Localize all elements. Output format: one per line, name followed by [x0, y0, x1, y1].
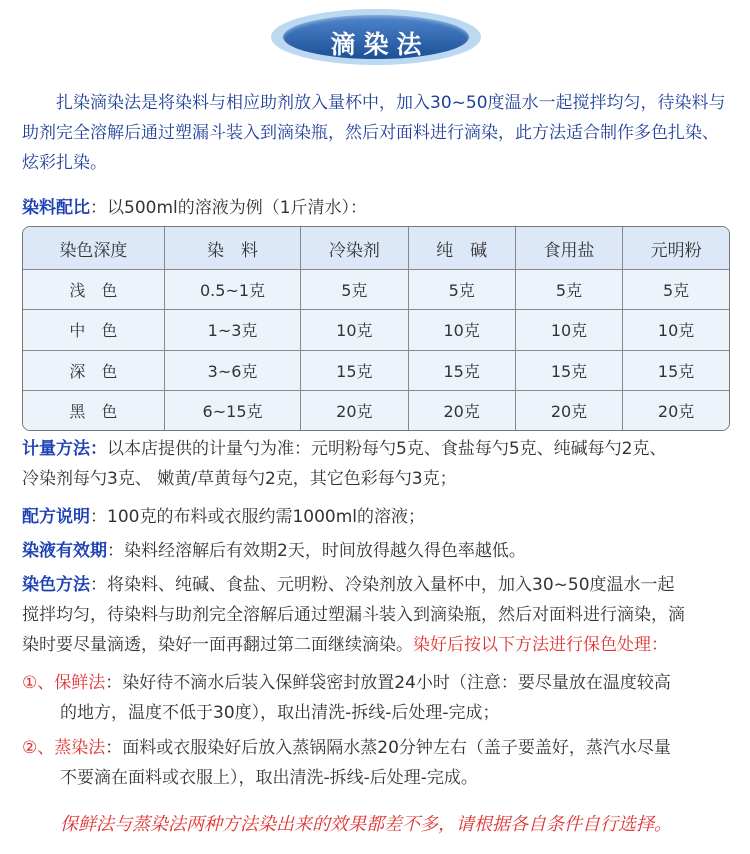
method-text-3: 染时要尽量滴透，染好一面再翻过第二面继续滴染。: [22, 635, 413, 655]
table-row: [23, 270, 729, 310]
table-header-cell: 纯 碱: [408, 227, 515, 270]
method-warning: 染好后按以下方法进行保色处理：: [413, 635, 668, 655]
measure-line-1: [22, 434, 737, 464]
title-banner-inner: [283, 15, 469, 59]
table-cell: 6~15克: [164, 390, 300, 430]
footer-note: 保鲜法与蒸染法两种方法染出来的效果都差不多，请根据各自条件自行选择。: [60, 814, 672, 835]
table-cell: 5克: [623, 270, 729, 310]
table-cell: 10克: [515, 310, 622, 350]
table-cell: 15克: [623, 350, 729, 390]
table-cell: 3~6克: [164, 350, 300, 390]
step-steaming: [22, 733, 737, 793]
table-cell: 5克: [301, 270, 408, 310]
table-cell: 5克: [515, 270, 622, 310]
formula-text: ：100克的布料或衣服约需1000ml的溶液；: [90, 507, 425, 527]
method-section: [22, 570, 737, 660]
table-cell: 15克: [301, 350, 408, 390]
table-header-cell: 冷染剂: [301, 227, 408, 270]
method-line-1: [22, 570, 737, 600]
measure-section: [22, 434, 737, 494]
step2-label: ②、蒸染法: [22, 738, 106, 758]
recipe-label: 染料配比: [22, 198, 90, 218]
step1-label: ①、保鲜法: [22, 673, 106, 693]
table-header-cell: 染色深度: [23, 227, 164, 270]
title-banner: [271, 9, 481, 65]
table-cell: 20克: [301, 390, 408, 430]
table-row: [23, 390, 729, 430]
table-cell: 15克: [408, 350, 515, 390]
table-header-cell: 食用盐: [515, 227, 622, 270]
table-cell: 1~3克: [164, 310, 300, 350]
table-cell: 中 色: [23, 310, 164, 350]
table-cell: 20克: [623, 390, 729, 430]
table-cell: 深 色: [23, 350, 164, 390]
table-cell: 黑 色: [23, 390, 164, 430]
step1-text-1: ：染好待不滴水后装入保鲜袋密封放置24小时（注意：要尽量放在温度较高: [105, 673, 671, 693]
step2-text-2: 不要滴在面料或衣服上），取出清洗-拆线-后处理-完成。: [60, 768, 478, 788]
table-cell: 10克: [301, 310, 408, 350]
table-header-row: [23, 227, 729, 270]
method-label: 染色方法: [22, 575, 90, 595]
dye-ratio-table: [22, 226, 730, 431]
validity-text: ：染料经溶解后有效期2天，时间放得越久得色率越低。: [107, 541, 526, 561]
dye-ratio-table-grid: [23, 227, 729, 430]
formula-line: [22, 502, 737, 532]
table-cell: 10克: [623, 310, 729, 350]
page-title: 滴染法: [330, 30, 430, 59]
intro-paragraph: 扎染滴染法是将染料与相应助剂放入量杯中，加入30~50度温水一起搅拌均匀，待染料与助剂完全溶解后通过塑漏斗装入到滴染瓶，然后对面料进行滴染，此方法适合制作多色扎染、炫彩扎染。: [22, 93, 726, 173]
measure-text-2: 冷染剂每勺3克、 嫩黄/草黄每勺2克，其它色彩每勺3克；: [22, 469, 457, 489]
table-cell: 20克: [408, 390, 515, 430]
step1-line-1: [22, 668, 737, 698]
recipe-text: ：以500ml的溶液为例（1斤清水）：: [90, 198, 368, 218]
table-cell: 15克: [515, 350, 622, 390]
validity-label: 染液有效期: [22, 541, 107, 561]
table-row: [23, 310, 729, 350]
method-text-1: ：将染料、纯碱、食盐、元明粉、冷染剂放入量杯中，加入30~50度温水一起: [90, 575, 675, 595]
step2-text-1: ：面料或衣服染好后放入蒸锅隔水蒸20分钟左右（盖子要盖好，蒸汽水尽量: [105, 738, 671, 758]
step-fresh-keeping: [22, 668, 737, 728]
table-header-cell: 染 料: [164, 227, 300, 270]
formula-label: 配方说明: [22, 507, 90, 527]
step2-line-1: [22, 733, 737, 763]
table-cell: 20克: [515, 390, 622, 430]
method-line-3: [22, 630, 737, 660]
table-header-cell: 元明粉: [623, 227, 729, 270]
measure-text-1: 以本店提供的计量勺为准：元明粉每勺5克、食盐每勺5克、纯碱每勺2克、: [107, 439, 667, 459]
method-text-2: 搅拌均匀，待染料与助剂完全溶解后通过塑漏斗装入到滴染瓶，然后对面料进行滴染，滴: [22, 605, 685, 625]
measure-label: 计量方法：: [22, 439, 107, 459]
recipe-line: [22, 193, 737, 223]
table-cell: 浅 色: [23, 270, 164, 310]
table-cell: 0.5~1克: [164, 270, 300, 310]
table-cell: 10克: [408, 310, 515, 350]
step1-text-2: 的地方，温度不低于30度），取出清洗-拆线-后处理-完成；: [60, 703, 500, 723]
validity-line: [22, 536, 737, 566]
table-row: [23, 350, 729, 390]
table-cell: 5克: [408, 270, 515, 310]
